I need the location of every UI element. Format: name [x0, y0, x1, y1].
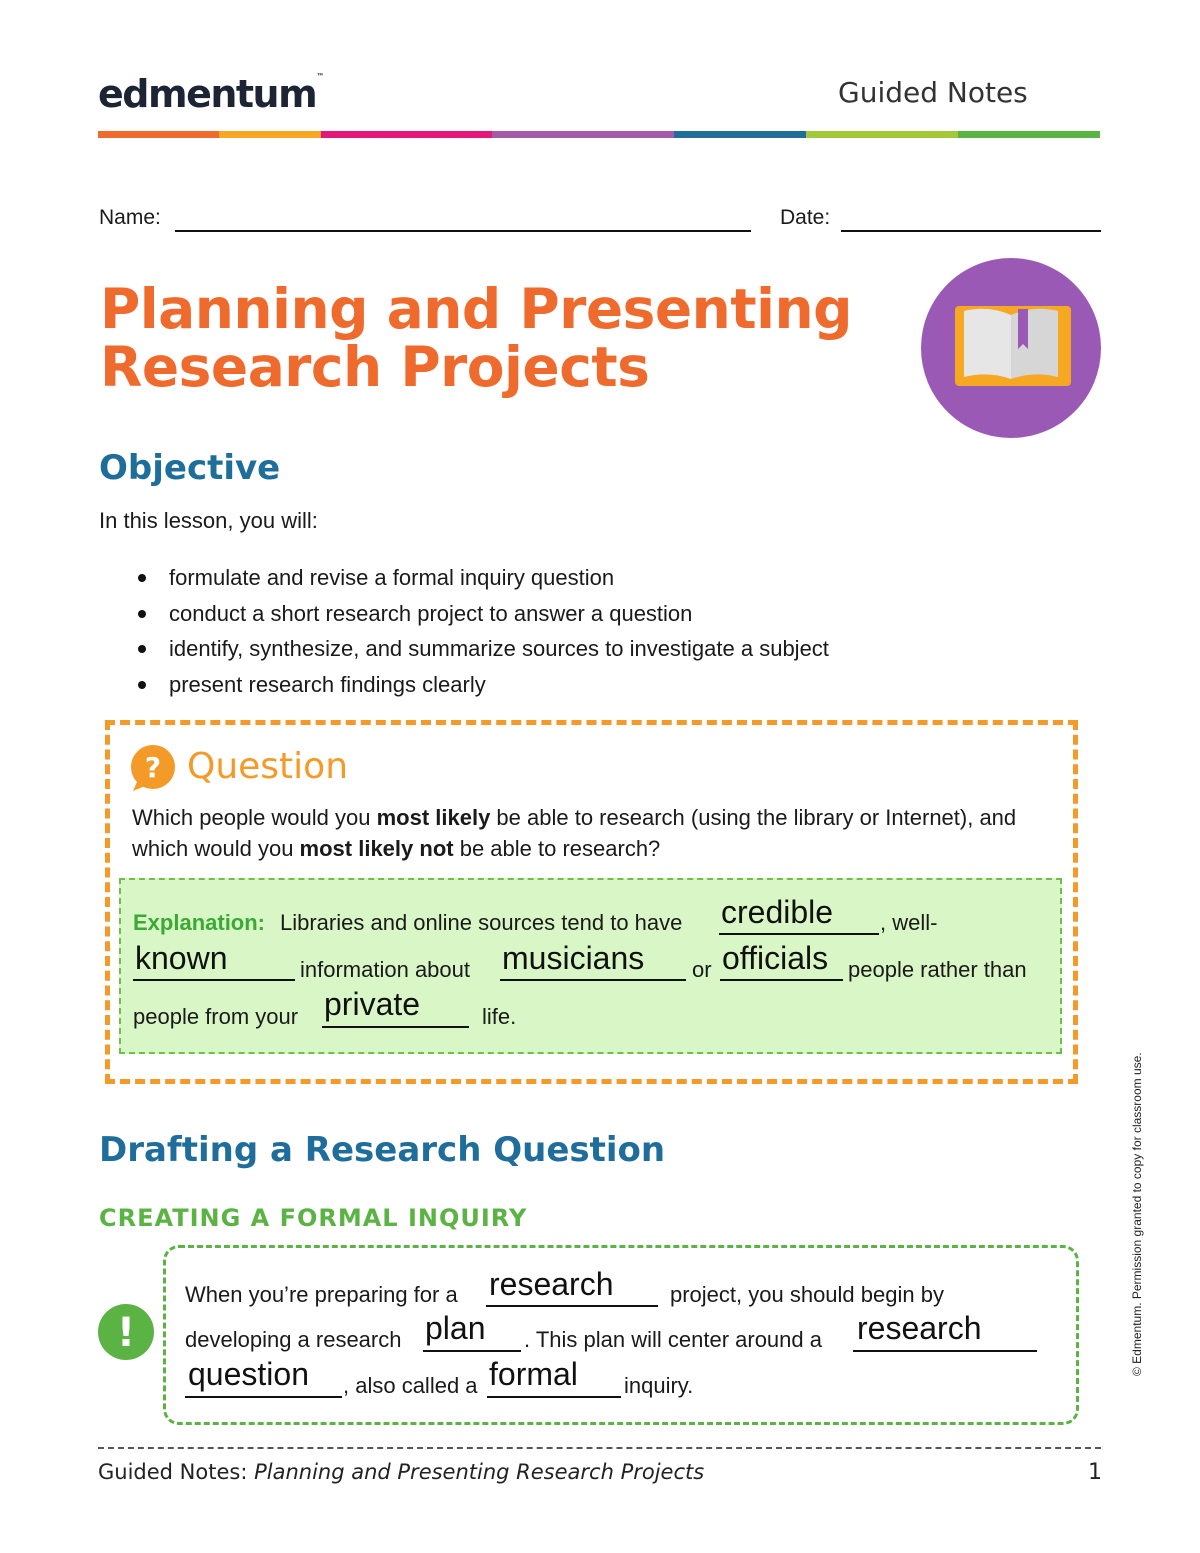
footer-prefix: Guided Notes: [98, 1460, 255, 1484]
inquiry-text-3: developing a research [185, 1327, 402, 1352]
question-bold-2: most likely not [299, 836, 454, 861]
logo-text: edmentum [98, 72, 317, 116]
page-number: 1 [1088, 1460, 1102, 1485]
question-bold-1: most likely [376, 805, 491, 830]
question-text-3: be able to research? [453, 836, 661, 861]
stripe-orange [98, 131, 219, 138]
title-line-2: Research Projects [100, 335, 650, 399]
objective-list [138, 564, 829, 706]
inquiry-text-6: inquiry. [624, 1373, 694, 1398]
answer-private: private [324, 986, 421, 1022]
name-field[interactable] [175, 230, 751, 232]
stripe-yellow [219, 131, 321, 138]
stripe-pink [321, 131, 492, 138]
question-icon [129, 744, 177, 792]
list-item: present research findings clearly [138, 671, 829, 707]
answer-plan: plan [425, 1310, 486, 1346]
footer-divider [98, 1447, 1101, 1449]
blank-plan[interactable] [423, 1350, 521, 1352]
question-text-2: be able to research (using the library or Internet), and which would you [132, 805, 1017, 861]
list-item: conduct a short research project to answer a question [138, 600, 829, 636]
answer-known: known [135, 940, 228, 976]
blank-research-1[interactable] [486, 1305, 658, 1307]
question-heading: Question [187, 746, 349, 787]
drafting-heading: Drafting a Research Question [99, 1130, 666, 1170]
exclamation-icon-glyph: ! [116, 1310, 136, 1356]
edmentum-logo [98, 72, 324, 116]
stripe-purple [492, 131, 674, 138]
inquiry-text-5: , also called a [343, 1373, 478, 1398]
stripe-green [958, 131, 1100, 138]
answer-formal: formal [489, 1356, 578, 1392]
drafting-subheading: CREATING A FORMAL INQUIRY [99, 1204, 528, 1232]
logo-trademark: ™ [316, 72, 325, 81]
explanation-text-3: information about [300, 957, 470, 982]
copyright-notice: © Edmentum. Permission granted to copy for classroom use. [1130, 1052, 1144, 1376]
explanation-text-5: people rather than [848, 957, 1027, 982]
objective-intro: In this lesson, you will: [99, 508, 318, 533]
header-color-stripe [98, 131, 1100, 138]
explanation-text-6: people from your [133, 1004, 299, 1029]
answer-question: question [188, 1356, 309, 1392]
date-field[interactable] [841, 230, 1101, 232]
title-line-1: Planning and Presenting [100, 277, 853, 341]
explanation-text-4: or [692, 957, 712, 982]
blank-private[interactable] [322, 1026, 469, 1028]
explanation-text-7: life. [482, 1004, 517, 1029]
answer-officials: officials [722, 940, 829, 976]
question-icon-glyph: ? [144, 751, 162, 784]
date-label: Date: [780, 206, 831, 229]
blank-known[interactable] [133, 979, 295, 981]
footer-title [98, 1460, 704, 1484]
page-title [100, 277, 880, 399]
explanation-text-2: , well- [880, 910, 938, 935]
blank-musicians[interactable] [500, 979, 686, 981]
blank-research-2[interactable] [853, 1350, 1037, 1352]
question-text-1: Which people would you [132, 805, 377, 830]
blank-formal[interactable] [487, 1396, 621, 1398]
blank-officials[interactable] [720, 979, 843, 981]
book-icon [920, 257, 1102, 439]
question-text [132, 802, 1032, 864]
answer-credible: credible [721, 894, 834, 930]
inquiry-text-2: project, you should begin by [670, 1282, 944, 1307]
list-item: identify, synthesize, and summarize sources to investigate a subject [138, 635, 829, 671]
exclamation-icon [97, 1303, 155, 1361]
stripe-lime [806, 131, 958, 138]
list-item: formulate and revise a formal inquiry question [138, 564, 829, 600]
stripe-blue [674, 131, 806, 138]
explanation-label: Explanation: [133, 910, 266, 935]
objective-heading: Objective [99, 448, 281, 488]
answer-musicians: musicians [502, 940, 645, 976]
header-title: Guided Notes [838, 76, 1028, 109]
answer-research-2: research [857, 1310, 982, 1346]
answer-research-1: research [489, 1266, 614, 1302]
explanation-text-1: Libraries and online sources tend to have [280, 910, 683, 935]
name-label: Name: [99, 206, 161, 229]
footer-lesson-title: Planning and Presenting Research Projects [254, 1460, 705, 1484]
blank-credible[interactable] [719, 933, 879, 935]
blank-question[interactable] [185, 1396, 342, 1398]
inquiry-text-4: . This plan will center around a [524, 1327, 822, 1352]
inquiry-text-1: When you’re preparing for a [185, 1282, 458, 1307]
